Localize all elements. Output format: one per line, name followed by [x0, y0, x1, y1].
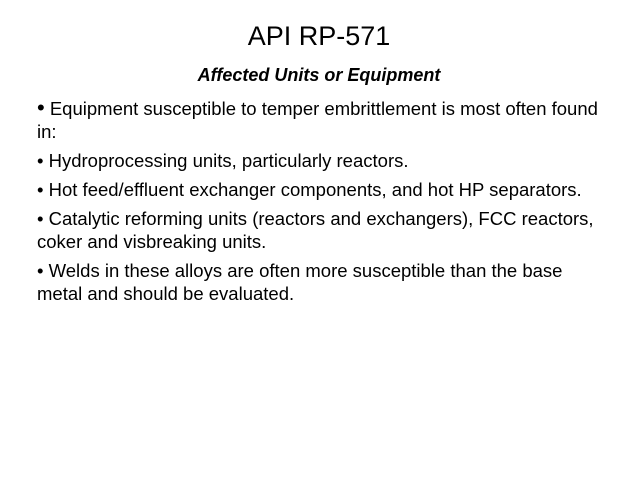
bullet-item [37, 96, 609, 143]
bullet-item [37, 259, 609, 305]
bullet-glyph: • [37, 95, 45, 120]
bullet-item [37, 207, 609, 253]
bullet-text: Welds in these alloys are often more susceptible than the base metal and should be evaluated. [37, 260, 563, 304]
bullet-list [37, 96, 609, 311]
bullet-text: Hot feed/effluent exchanger components, and hot HP separators. [48, 179, 582, 200]
bullet-glyph: • [37, 179, 44, 200]
bullet-text: Catalytic reforming units (reactors and exchangers), FCC reactors, coker and visbreaking units. [37, 208, 594, 252]
bullet-text: Equipment susceptible to temper embrittlement is most often found in: [37, 98, 598, 142]
slide-title: API RP-571 [247, 21, 391, 51]
bullet-glyph: • [37, 208, 44, 229]
bullet-text: Hydroprocessing units, particularly reactors. [48, 150, 409, 171]
bullet-glyph: • [37, 150, 44, 171]
bullet-item [37, 149, 609, 172]
slide-subtitle: Affected Units or Equipment [197, 65, 441, 85]
bullet-item [37, 178, 609, 201]
bullet-glyph: • [37, 260, 44, 281]
